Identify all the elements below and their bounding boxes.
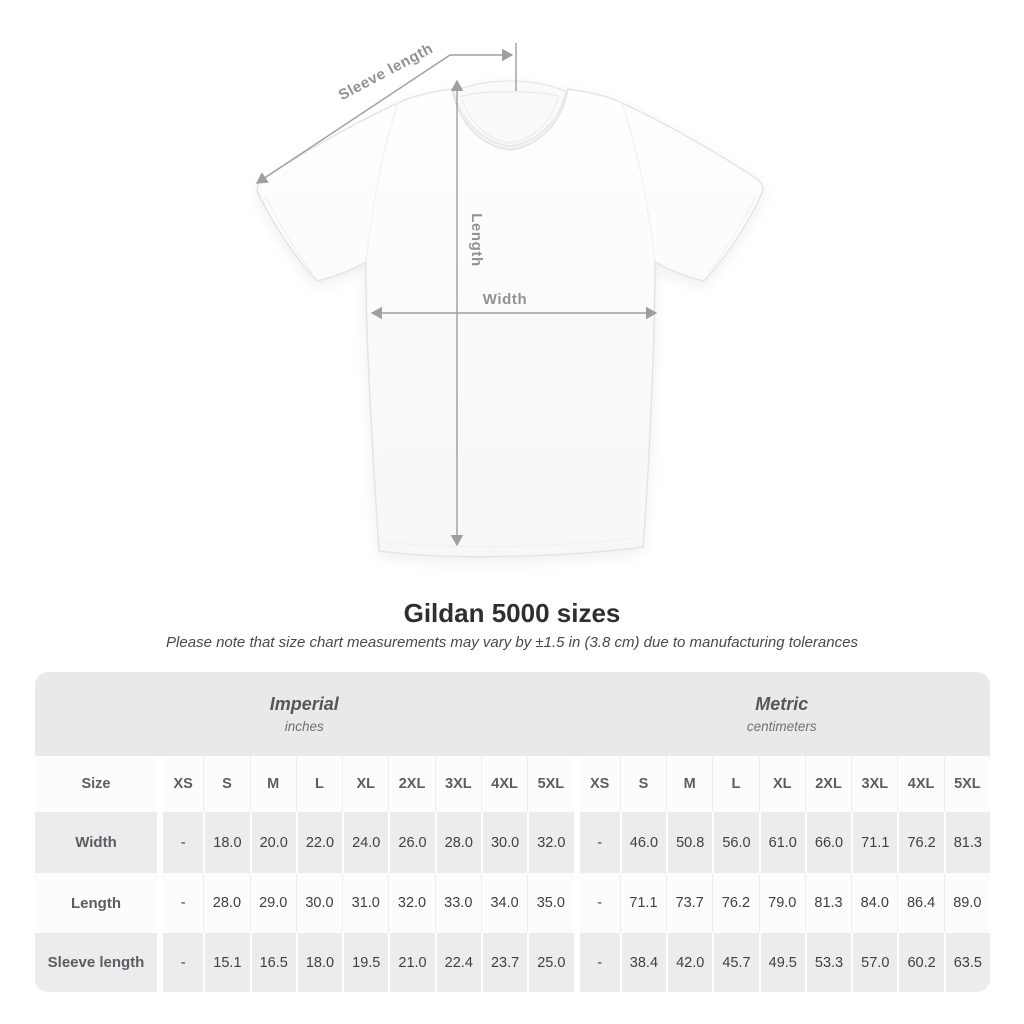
value-cell: 45.7 [712, 933, 758, 992]
value-cell: 73.7 [666, 873, 712, 933]
value-cell: 63.5 [944, 933, 990, 992]
width-label: Width [482, 291, 528, 308]
value-cell: 49.5 [759, 933, 805, 992]
value-cell: 89.0 [944, 873, 990, 933]
value-cell: 53.3 [805, 933, 851, 992]
unit-band-metric [574, 672, 991, 756]
length-label: Length [468, 213, 485, 267]
value-cell: 57.0 [851, 933, 897, 992]
row-label-cell: Length [35, 873, 157, 933]
value-cell: 50.8 [666, 812, 712, 873]
value-cell: - [157, 812, 203, 873]
size-column-header: 5XL [527, 756, 573, 812]
value-cell: 22.4 [435, 933, 481, 992]
value-cell: 34.0 [481, 873, 527, 933]
size-column-header: 2XL [388, 756, 434, 812]
value-cell: 32.0 [388, 873, 434, 933]
value-cell: 18.0 [203, 812, 249, 873]
size-column-header: XL [342, 756, 388, 812]
size-column-header: S [620, 756, 666, 812]
imperial-unit: inches [284, 719, 324, 734]
metric-unit: centimeters [746, 719, 817, 734]
value-cell: 18.0 [296, 933, 342, 992]
value-cell: - [574, 933, 620, 992]
value-cell: 79.0 [759, 873, 805, 933]
value-cell: 46.0 [620, 812, 666, 873]
value-cell: 16.5 [250, 933, 296, 992]
metric-label: Metric [755, 694, 809, 714]
page-title: Gildan 5000 sizes [403, 598, 621, 628]
value-cell: 81.3 [944, 812, 990, 873]
value-cell: 28.0 [203, 873, 249, 933]
value-cell: 66.0 [805, 812, 851, 873]
size-header-cell: Size [35, 756, 157, 812]
value-cell: - [157, 873, 203, 933]
value-cell: 21.0 [388, 933, 434, 992]
value-cell: 25.0 [527, 933, 573, 992]
size-column-header: XL [759, 756, 805, 812]
value-cell: 23.7 [481, 933, 527, 992]
value-cell: 42.0 [666, 933, 712, 992]
value-cell: 30.0 [296, 873, 342, 933]
value-cell: 33.0 [435, 873, 481, 933]
size-column-header: L [296, 756, 342, 812]
value-cell: 20.0 [250, 812, 296, 873]
size-column-header: M [666, 756, 712, 812]
value-cell: 22.0 [296, 812, 342, 873]
size-chart-table [35, 672, 990, 992]
value-cell: 38.4 [620, 933, 666, 992]
sleeve-length-label: Sleeve length [335, 39, 437, 105]
tshirt-graphic [257, 81, 763, 557]
value-cell: 84.0 [851, 873, 897, 933]
size-column-header: M [250, 756, 296, 812]
value-cell: 29.0 [250, 873, 296, 933]
imperial-label: Imperial [269, 694, 339, 714]
size-column-header: 3XL [851, 756, 897, 812]
value-cell: 56.0 [712, 812, 758, 873]
value-cell: 26.0 [388, 812, 434, 873]
value-cell: 71.1 [620, 873, 666, 933]
size-column-header: XS [574, 756, 620, 812]
row-label-cell: Width [35, 812, 157, 873]
value-cell: 30.0 [481, 812, 527, 873]
value-cell: 15.1 [203, 933, 249, 992]
value-cell: 32.0 [527, 812, 573, 873]
value-cell: 19.5 [342, 933, 388, 992]
size-column-header: S [203, 756, 249, 812]
tolerance-note: Please note that size chart measurements may vary by ±1.5 in (3.8 cm) due to manufacturing tolerances [166, 634, 858, 651]
size-column-header: 3XL [435, 756, 481, 812]
size-column-header: XS [157, 756, 203, 812]
unit-band-imperial [35, 672, 574, 756]
value-cell: 35.0 [527, 873, 573, 933]
value-cell: 76.2 [712, 873, 758, 933]
size-column-header: 4XL [481, 756, 527, 812]
value-cell: 60.2 [897, 933, 943, 992]
size-column-header: L [712, 756, 758, 812]
value-cell: - [157, 933, 203, 992]
size-column-header: 4XL [897, 756, 943, 812]
value-cell: 76.2 [897, 812, 943, 873]
size-column-header: 2XL [805, 756, 851, 812]
row-label-cell: Sleeve length [35, 933, 157, 992]
value-cell: - [574, 873, 620, 933]
value-cell: 31.0 [342, 873, 388, 933]
value-cell: 86.4 [897, 873, 943, 933]
size-column-header: 5XL [944, 756, 990, 812]
value-cell: 81.3 [805, 873, 851, 933]
value-cell: 71.1 [851, 812, 897, 873]
value-cell: 24.0 [342, 812, 388, 873]
value-cell: 61.0 [759, 812, 805, 873]
value-cell: - [574, 812, 620, 873]
value-cell: 28.0 [435, 812, 481, 873]
